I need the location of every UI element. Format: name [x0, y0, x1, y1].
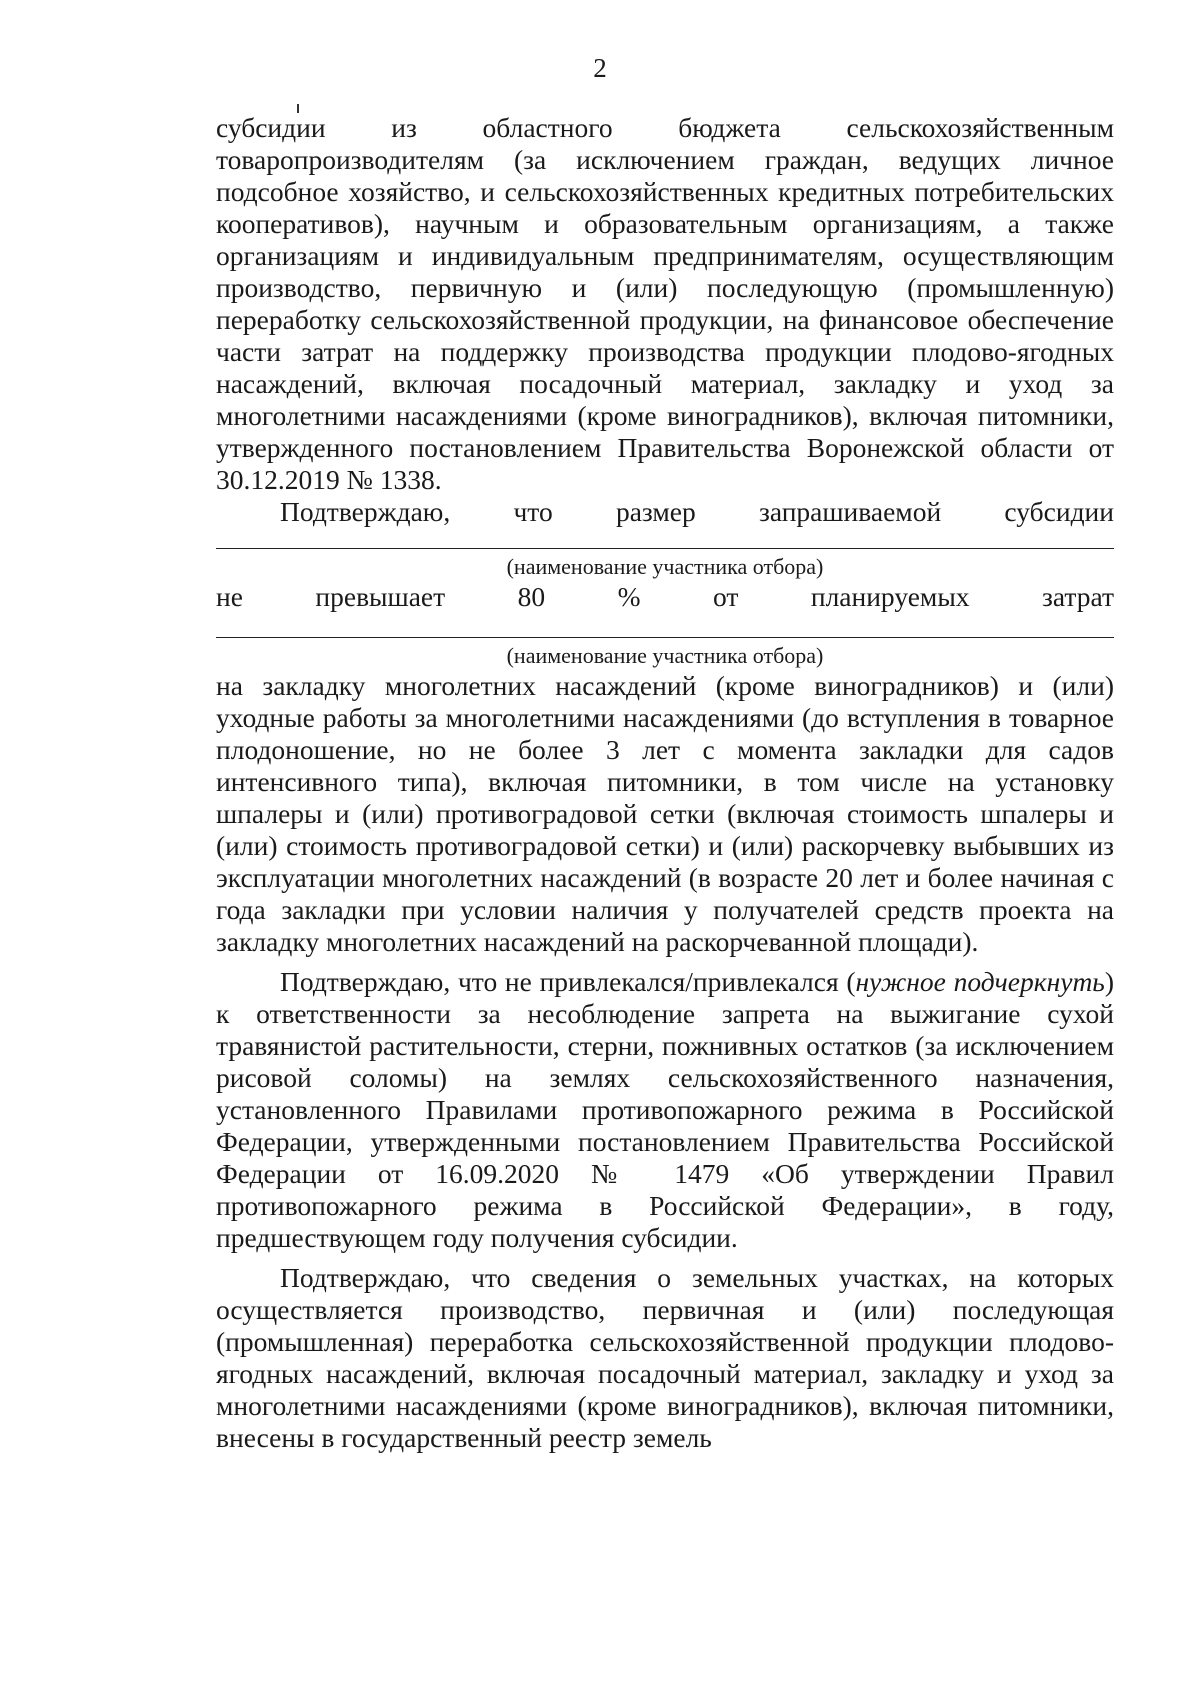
- caption-participant-2: (наименование участника отбора): [506, 643, 824, 668]
- paragraph-gap: [216, 958, 1114, 966]
- page-number: 2: [593, 53, 607, 83]
- blank-line-participant-2[interactable]: [216, 637, 1114, 638]
- document-body: [216, 112, 1114, 1454]
- paragraph-land-registry: Подтверждаю, что сведения о земельных участках, на которых осуществляется производство, первичная и (или) последующая (промышленная) переработка сельскохозяйственной продукции плодово-ягодных насаждений, включая посадочный материал, закладку и уход за многолетними насаждениями (кроме виноградников), включая питомники, внесены в государственный реестр земель: [216, 1262, 1114, 1453]
- fire-liability-text-start: Подтверждаю, что не привлекался/привлекался (: [280, 966, 856, 997]
- fire-liability-text-end: ) к ответственности за несоблюдение запрета на выжигание сухой травянистой растительности, стерни, пожнивных остатков (за исключением рисовой соломы) на землях сельскохозяйственного назначения, установленного Правилами противопожарного режима в Российской Федерации, утвержденными постановлением Правительства Российской Федерации от 16.09.2020 № 1479 «Об утверждении Правил противопожарного режима в Российской Федерации», в году, предшествующем году получения субсидии.: [216, 966, 1114, 1253]
- paragraph-gap: [216, 1254, 1114, 1262]
- paragraph-fire-liability: [216, 966, 1114, 1254]
- paragraph-subsidy-rules: субсидии из областного бюджета сельскохозяйственным товаропроизводителям (за исключением граждан, ведущих личное подсобное хозяйство, и сельскохозяйственных кредитных потребительских кооперативов), научным и образовательным организациям, а также организациям и индивидуальным предпринимателям, осуществляющим производство, первичную и (или) последующую (промышленную) переработку сельскохозяйственной продукции, на финансовое обеспечение части затрат на поддержку производства продукции плодово-ягодных насаждений, включая посадочный материал, закладку и уход за многолетними насаждениями (кроме виноградников), включая питомники, утвержденного постановлением Правительства Воронежской области от 30.12.2019 № 1338.: [216, 112, 1114, 495]
- caption-participant-1: (наименование участника отбора): [506, 554, 824, 579]
- blank-line-participant-1[interactable]: [216, 548, 1114, 549]
- fire-liability-italic-note: нужное подчеркнуть: [855, 966, 1105, 997]
- paragraph-planting-costs: на закладку многолетних насаждений (кроме виноградников) и (или) уходные работы за многолетними насаждениями (до вступления в товарное плодоношение, но не более 3 лет с момента закладки для садов интенсивного типа), включая питомники, в том числе на установку шпалеры и (или) противоградовой сетки (включая стоимость шпалеры и (или) стоимость противоградовой сетки) и (или) раскорчевку выбывших из эксплуатации многолетних насаждений (в возрасте 20 лет и более начиная с года закладки при условии наличия у получателей средств проекта на закладку многолетних насаждений на раскорчеванной площади).: [216, 670, 1114, 957]
- paragraph-not-exceed: не превышает 80 % от планируемых затрат: [216, 581, 1114, 612]
- paragraph-confirm-subsidy-size: Подтверждаю, что размер запрашиваемой субсидии: [280, 496, 1114, 527]
